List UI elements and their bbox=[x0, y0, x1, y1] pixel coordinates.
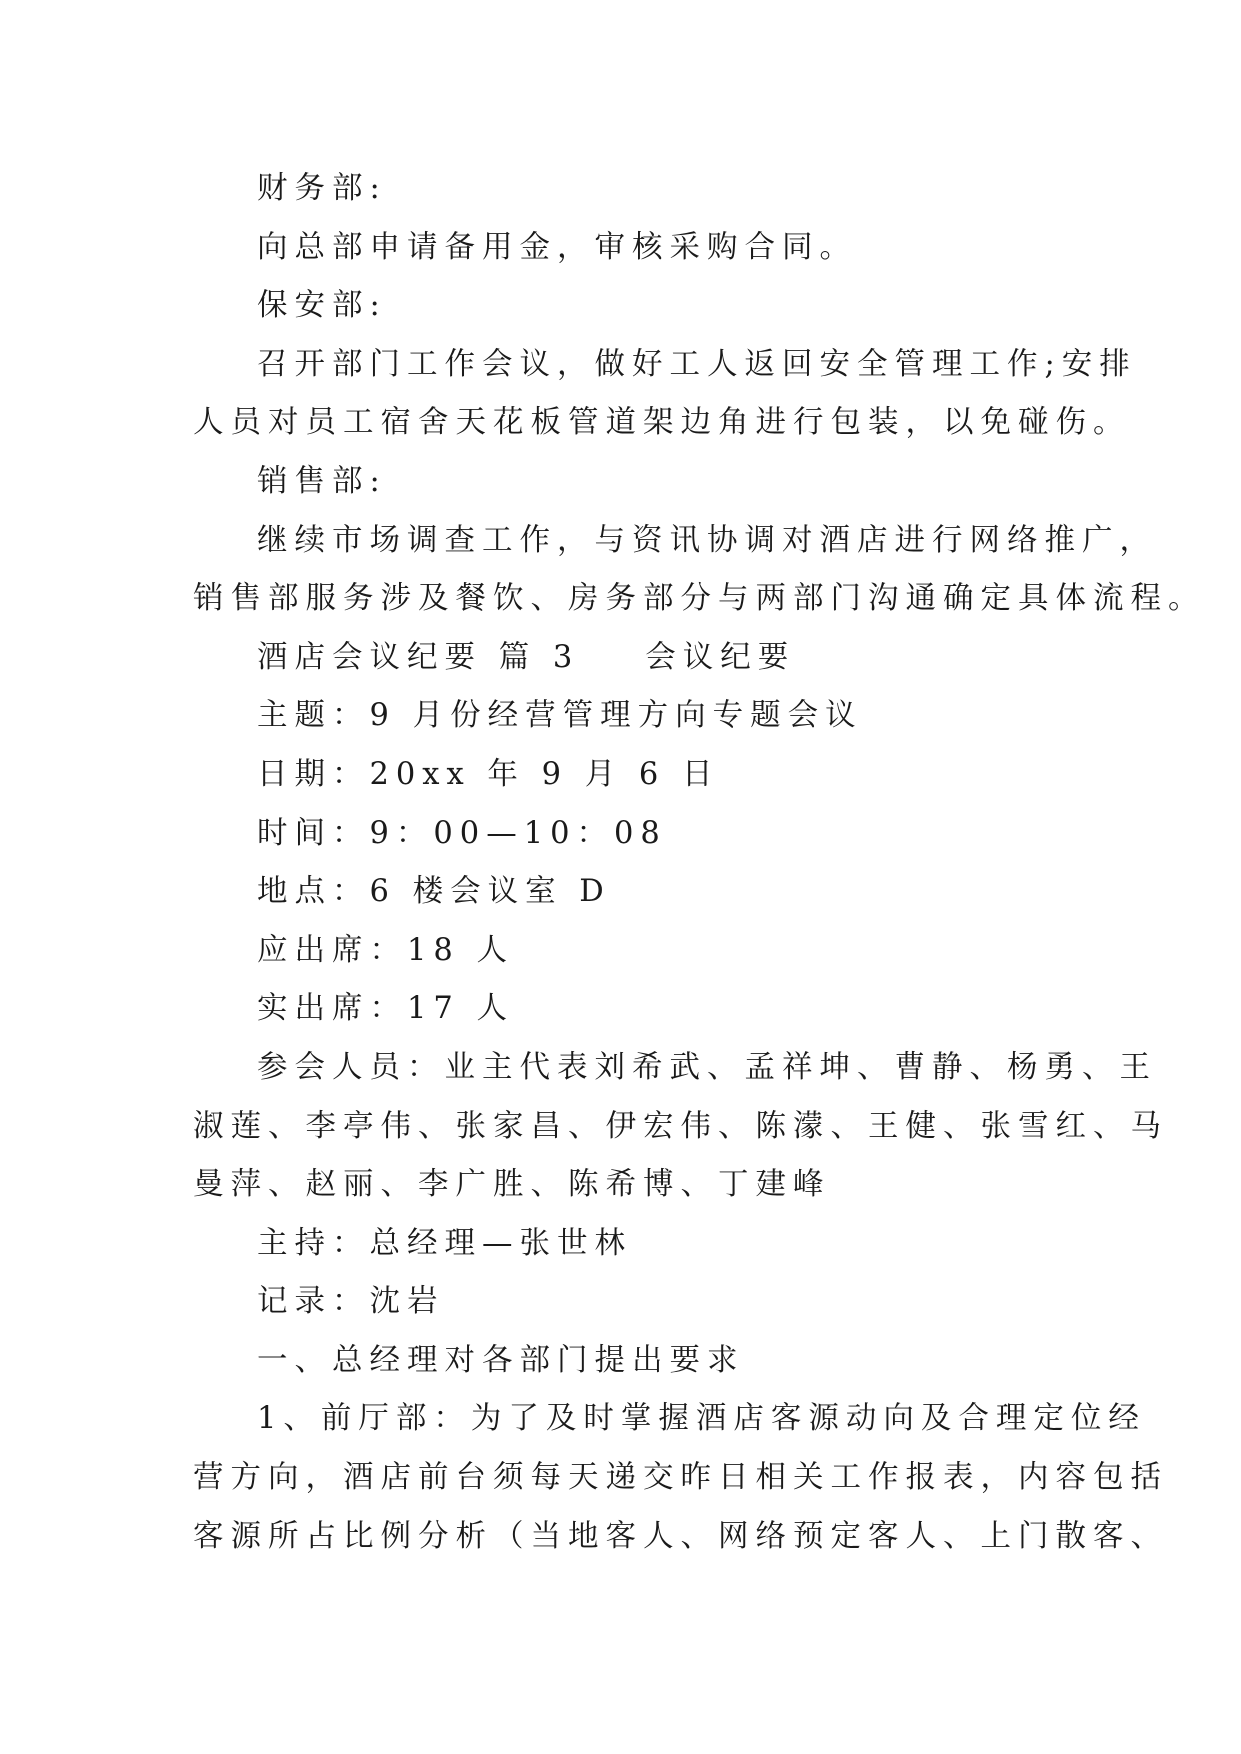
finance-label: 财务部: bbox=[257, 171, 387, 206]
finance-text: 向总部申请备用金，审核采购合同。 bbox=[257, 229, 857, 265]
section-subtitle: 会议纪要 bbox=[645, 639, 796, 675]
sales-text-line-2: 销售部服务涉及餐饮、房务部分与两部门沟通确定具体流程。 bbox=[193, 581, 1206, 617]
expected-attendance: 应出席：18 人 bbox=[257, 932, 515, 968]
meeting-recorder: 记录：沈岩 bbox=[257, 1284, 445, 1320]
attendees-line-1: 参会人员：业主代表刘希武、孟祥坤、曹静、杨勇、王 bbox=[257, 1049, 1157, 1085]
actual-attendance: 实出席：17 人 bbox=[257, 991, 515, 1027]
meeting-topic: 主题：9 月份经营管理方向专题会议 bbox=[257, 698, 863, 734]
sales-text-line-1: 继续市场调查工作，与资讯协调对酒店进行网络推广， bbox=[257, 522, 1157, 558]
item-1-line-2: 营方向，酒店前台须每天递交昨日相关工作报表，内容包括 bbox=[193, 1460, 1168, 1496]
meeting-host: 主持：总经理—张世林 bbox=[257, 1225, 632, 1261]
document-page bbox=[193, 160, 1206, 1566]
security-label: 保安部: bbox=[257, 288, 387, 324]
section-heading bbox=[193, 629, 1073, 688]
attendees-line-2: 淑莲、李亭伟、张家昌、伊宏伟、陈濛、王健、张雪红、马 bbox=[193, 1108, 1168, 1144]
meeting-time: 时间：9：00—10：08 bbox=[257, 815, 667, 851]
meeting-place: 地点：6 楼会议室 D bbox=[257, 874, 611, 910]
item-1-line-1: 1、前厅部：为了及时掌握酒店客源动向及合理定位经 bbox=[257, 1401, 1146, 1437]
sales-label: 销售部: bbox=[257, 463, 387, 499]
attendees-line-3: 曼萍、赵丽、李广胜、陈希博、丁建峰 bbox=[193, 1167, 831, 1203]
item-1-line-3: 客源所占比例分析（当地客人、网络预定客人、上门散客、 bbox=[193, 1518, 1168, 1554]
security-text-line-2: 人员对员工宿舍天花板管道架边角进行包装，以免碰伤。 bbox=[193, 405, 1131, 441]
security-text-line-1: 召开部门工作会议，做好工人返回安全管理工作;安排 bbox=[257, 346, 1137, 382]
section-title: 酒店会议纪要 篇 3 bbox=[257, 639, 580, 675]
meeting-date: 日期：20xx 年 9 月 6 日 bbox=[257, 756, 720, 792]
heading-1: 一、总经理对各部门提出要求 bbox=[257, 1342, 745, 1378]
